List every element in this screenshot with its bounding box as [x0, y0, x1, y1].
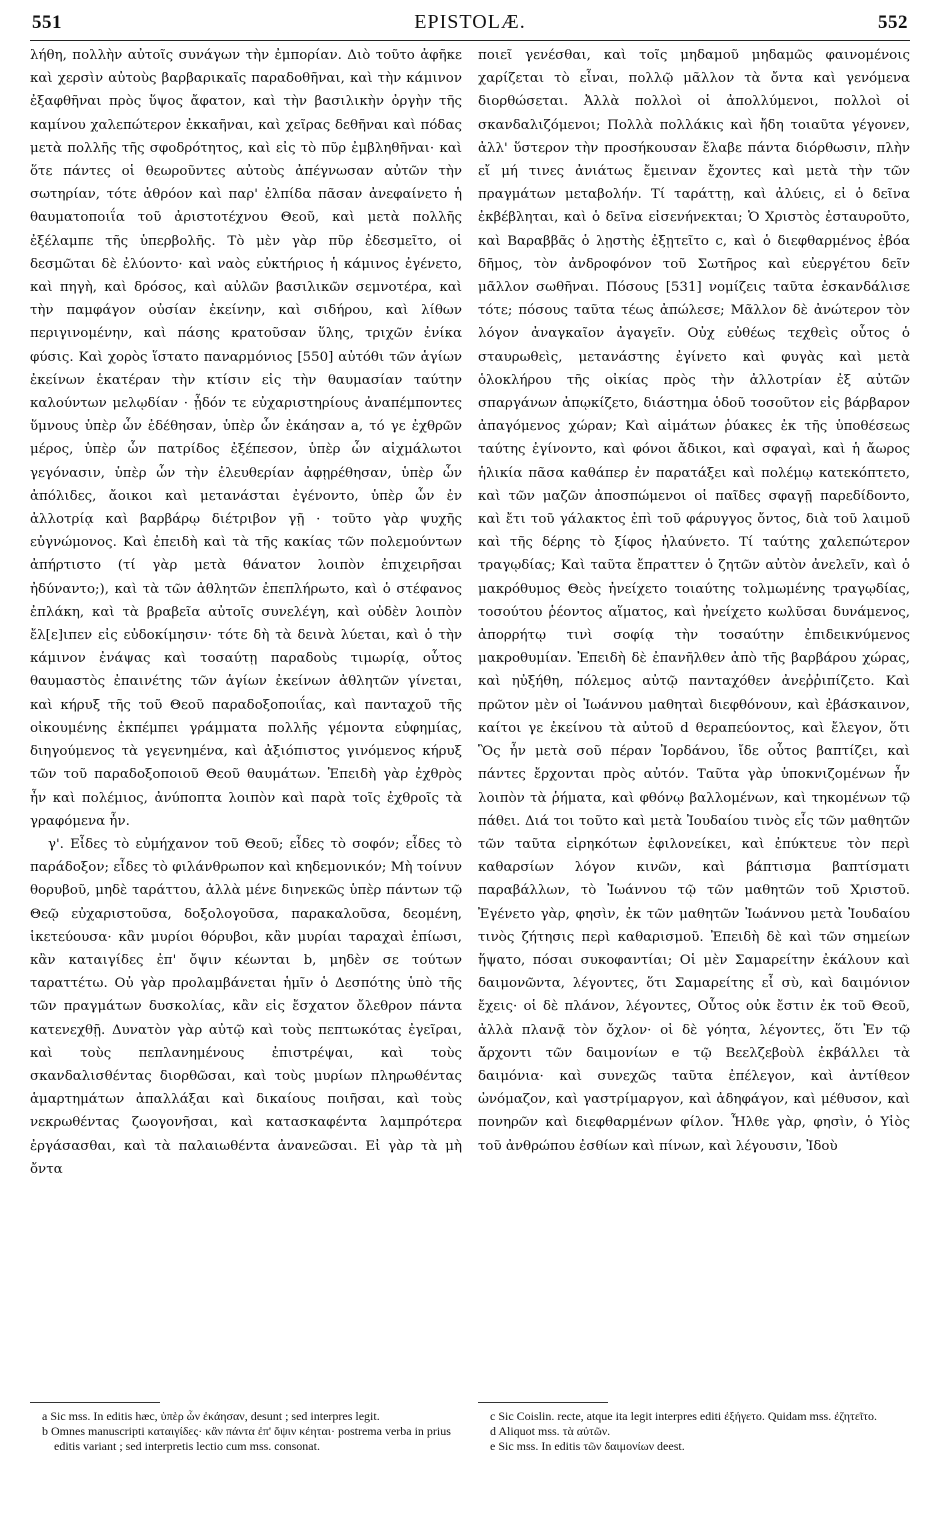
footnote-rule [30, 1402, 160, 1403]
footnotes-left [30, 1402, 462, 1454]
page-header [30, 6, 910, 41]
page-number-right: 552 [878, 12, 908, 33]
footnote: b Omnes manuscripti καταιγίδες· κἂν πάντα ἐπ' ὄψιν κέηται· postrema verba in prius editis variant ; sed interpretis lectio cum mss. consonat. [42, 1424, 451, 1453]
paragraph: γ'. Εἶδες τὸ εὐμήχανον τοῦ Θεοῦ; εἶδες τὸ σοφόν; εἶδες τὸ παράδοξον; εἶδες τὸ φιλάνθρωπον καὶ κηδεμονικόν; Μὴ τοίνυν θορυβοῦ, μηδὲ ταράττου, ἀλλὰ μένε διηνεκῶς ὑπὲρ πάντων τῷ Θεῷ εὐχαριστοῦσα, δοξολογοῦσα, παρακαλοῦσα, δεομένη, ἱκετεύουσα· κἂν μυρίοι θόρυβοι, κἂν μυρίαι ταραχαὶ ἐπίωσι, κἂν καταιγίδες ἐπ' ὄψιν κέωνται b, μηδὲν σε τούτων ταραττέτω. Οὐ γὰρ προλαμβάνεται ἡμῖν ὁ Δεσπότης ὑπὸ τῆς τῶν πραγμάτων δυσκολίας, κἂν εἰς ἔσχατον ὄλεθρον πάντα κατενεχθῇ. Δυνατὸν γὰρ αὐτῷ καὶ τοὺς πεπτωκότας ἐγεῖραι, καὶ τοὺς πεπλανημένους ἐπιστρέψαι, καὶ τοὺς σκανδαλισθέντας διορθῶσαι, καὶ τοὺς μυρίων πληρωθέντας ἁμαρτημάτων ἀπαλλάξαι καὶ δικαίους ποιῆσαι, καὶ τοὺς νεκρωθέντας ζωογονῆσαι, καὶ κατασκαφέντα λαμπρότερα ἐργάσασθαι, καὶ τὰ παλαιωθέντα ἀνανεῶσαι. Εἰ γὰρ τὰ μὴ ὄντα [30, 836, 462, 1177]
footnote: d Aliquot mss. τὰ αὐτῶν. [490, 1424, 611, 1438]
left-text-column [30, 44, 462, 1181]
footnote: e Sic mss. In editis τῶν δαιμονίων deest. [490, 1439, 685, 1453]
running-title: EPISTOLÆ. [414, 11, 526, 33]
footnote: a Sic mss. In editis hæc, ὑπὲρ ὧν ἐκάησαν, desunt ; sed interpres legit. [42, 1409, 380, 1423]
page-number-left: 551 [32, 12, 62, 33]
footnote: c Sic Coislin. recte, atque ita legit interpres editi ἐξήγετο. Quidam mss. ἐζητεῖτο. [490, 1409, 877, 1423]
right-text-column [478, 44, 910, 1158]
footnotes-right [478, 1402, 910, 1454]
paragraph: ποιεῖ γενέσθαι, καὶ τοῖς μηδαμοῦ μηδαμῶς φαινομένοις χαρίζεται τὸ εἶναι, πολλῷ μᾶλλον τὰ ὄντα καὶ γενόμενα διορθώσεται. Ἀλλὰ πολλοὶ οἱ ἀπολλύμενοι, πολλοὶ οἱ σκανδαλιζόμενοι; Πολλὰ πολλάκις καὶ ἤδη τοιαῦτα γέγονεν, ἀλλ' ὕστερον τὴν προσήκουσαν ἔλαβε πάντα διόρθωσιν, πλὴν εἴ μή τινες ἀνιάτως ἔμειναν ἔχοντες καὶ μετὰ τὴν τῶν πραγμάτων μεταβολήν. Τί ταράττῃ, καὶ ἀλύεις, εἰ ὁ δεῖνα ἐκβέβληται, καὶ ὁ δεῖνα εἰσενήνεκται; Ὁ Χριστὸς ἐσταυροῦτο, καὶ Βαραββᾶς ὁ λῃστὴς ἐξῃτεῖτο c, καὶ ὁ διεφθαρμένος ἐβόα δῆμος, τὸν ἀνδροφόνον τοῦ Σωτῆρος καὶ εὐεργέτου δεῖν μᾶλλον σωθῆναι. Πόσους [531] νομίζεις ταῦτα ἐσκανδάλισε τότε; πόσους ταῦτα τέως ἀπώλεσε; Μᾶλλον δὲ ἀνώτερον τὸν λόγον ἀναγκαῖον ἀγαγεῖν. Οὐχ εὐθέως τεχθεὶς οὗτος ὁ σταυρωθεὶς, μετανάστης ἐγίνετο καὶ φυγὰς καὶ μετὰ ὁλοκλήρου τῆς οἰκίας πρὸς τὴν ἀλλοτρίαν ἐξ αὐτῶν σπαργάνων ἀπῳκίζετο, διάστημα ὁδοῦ τοσοῦτον εἰς βάρβαρον ἀπαγόμενος χώραν; Καὶ αἱμάτων ῥύακες ἐκ τῆς ὑποθέσεως ταύτης ἐγίνοντο, καὶ φόνοι ἄδικοι, καὶ σφαγαὶ, καὶ ἡ ἄωρος ἡλικία πᾶσα καθάπερ ἐν παρατάξει καὶ πολέμῳ κατεκόπτετο, καὶ τῶν μαζῶν ἀποσπώμενοι οἱ παῖδες σφαγῇ παρεδίδοντο, καὶ ἔτι τοῦ γάλακτος ἐπὶ τοῦ φάρυγγος ὄντος, διὰ τοῦ λαιμοῦ καὶ τῆς δέρης τὸ ξίφος ἠλαύνετο. Τί ταύτης χαλεπώτερον τραγῳδίας; Καὶ ταῦτα ἔπραττεν ὁ ζητῶν αὐτὸν ἀνελεῖν, καὶ ὁ μακρόθυμος Θεὸς ἠνείχετο τοιαύτης τολμωμένης τραγῳδίας, τοσούτου ῥέοντος αἵματος, καὶ ἠνείχετο κωλῦσαι δυνάμενος, ἀπορρήτῳ τινὶ σοφίᾳ τὴν τοσαύτην ἐπιδεικνύμενος μακροθυμίαν. Ἐπειδὴ δὲ ἐπανῆλθεν ἀπὸ τῆς βαρβάρου χώρας, καὶ ηὐξήθη, πόλεμος αὐτῷ πανταχόθεν ἀνεῤῥιπίζετο. Καὶ πρῶτον μὲν οἱ Ἰωάννου μαθηταὶ διεφθόνουν, καὶ ἐβάσκαινον, καίτοι γε ἐκείνου τὰ αὐτοῦ d θεραπεύοντος, καὶ ἔλεγον, ὅτι Ὃς ἦν μετὰ σοῦ πέραν Ἰορδάνου, ἴδε οὗτος βαπτίζει, καὶ πάντες ἔρχονται πρὸς αὐτόν. Ταῦτα γὰρ ὑποκνιζομένων ἦν λοιπὸν τὰ ῥήματα, καὶ φθόνῳ βαλλομένων, καὶ τηκομένων τῷ πάθει. Διά τοι τοῦτο καὶ μετὰ Ἰουδαίου τινὸς εἷς τῶν μαθητῶν τῶν ταῦτα εἰρηκότων ἐφιλονείκει, καὶ ἐπύκτευε τὸν περὶ καθαρσίων λόγον κινῶν, καὶ βάπτισμα βαπτίσματι παραβάλλων, τὸ Ἰωάννου τῷ τῶν μαθητῶν τοῦ Χριστοῦ. Ἐγένετο γὰρ, φησὶν, ἐκ τῶν μαθητῶν Ἰωάννου μετὰ Ἰουδαίου τινὸς ζήτησις περὶ καθαρισμοῦ. Ἐπειδὴ δὲ καὶ τῶν σημείων ἥψατο, πόσαι συκοφαντίαι; Οἱ μὲν Σαμαρείτην ἐκάλουν καὶ δαιμονῶντα, λέγοντες, ὅτι Σαμαρείτης εἶ σὺ, καὶ δαιμόνιον ἔχεις· οἱ δὲ πλάνον, λέγοντες, Οὗτος οὐκ ἔστιν ἐκ τοῦ Θεοῦ, ἀλλὰ πλανᾷ τὸν ὄχλον· οἱ δὲ γόητα, λέγοντες, ὅτι Ἐν τῷ ἄρχοντι τῶν δαιμονίων e τῷ Βεελζεβοὺλ ἐκβάλλει τὰ δαιμόνια· καὶ συνεχῶς ταῦτα ἐπέλεγον, καὶ ἀντίθεον ὠνόμαζον, καὶ γαστρίμαργον, καὶ ἀδηφάγον, καὶ μέθυσον, καὶ πονηρῶν καὶ διεφθαρμένων φίλον. Ἦλθε γὰρ, φησὶν, ὁ Υἱὸς τοῦ ἀνθρώπου ἐσθίων καὶ πίνων, καὶ λέγουσιν, Ἰδοὺ [478, 48, 910, 1154]
paragraph: λήθη, πολλὴν αὐτοῖς συνάγων τὴν ἐμπορίαν. Διὸ τοῦτο ἀφῆκε καὶ χερσὶν αὐτοὺς βαρβαρικαῖς παραδοθῆναι, καὶ τὴν κάμινον ἐξαφθῆναι πρὸς ὕψος ἄφατον, καὶ τὴν βασιλικὴν ὀργὴν τῆς καμίνου χαλεπώτερον ἐκκαῆναι, καὶ χεῖρας δεθῆναι καὶ πόδας μετὰ πολλῆς τῆς σφοδρότητος, καὶ εἰς τὸ πῦρ ἐμβληθῆναι· καὶ ὅτε πάντες οἱ θεωροῦντες αὐτοὺς ἀπέγνωσαν αὐτῶν τὴν σωτηρίαν, τότε ἀθρόον καὶ παρ' ἐλπίδα πᾶσαν ἀνεφαίνετο ἡ θαυματοποιΐα τοῦ ἀριστοτέχνου Θεοῦ, καὶ μετὰ πολλῆς ἐξέλαμπε τῆς ὑπερβολῆς. Τὸ μὲν γὰρ πῦρ ἐδεσμεῖτο, οἱ δεσμῶται δὲ ἐλύοντο· καὶ ναὸς εὐκτήριος ἡ κάμινος ἐγένετο, καὶ πηγὴ, καὶ δρόσος, καὶ αὐλῶν βασιλικῶν σεμνοτέρα, καὶ τὴν παμφάγον οὐσίαν ἐκείνην, καὶ σιδήρου, καὶ λίθων περιγινομένην, καὶ πάσης κρατοῦσαν ὕλης, τριχῶν ἐνίκα φύσις. Καὶ χορὸς ἵστατο παναρμόνιος [550] αὐτόθι τῶν ἁγίων ἐκείνων ἑκατέραν τὴν κτίσιν εἰς τὴν θαυμασίαν ταύτην καλούντων μελῳδίαν · ᾖδόν τε εὐχαριστηρίους ἀναπέμποντες ὕμνους ὑπὲρ ὧν ἐδέθησαν, ὑπὲρ ὧν ἐκάησαν a, τό γε ἐχθρῶν μέρος, ὑπὲρ ὧν πατρίδος ἐξέπεσον, ὑπὲρ ὧν αἰχμάλωτοι γεγόνασιν, ὑπὲρ ὧν τὴν ἐλευθερίαν ἀφῃρέθησαν, ὑπὲρ ὧν ἀπόλιδες, ἄοικοι καὶ μετανάσται ἐγένοντο, ὑπὲρ ὧν ἐν ἀλλοτρίᾳ καὶ βαρβάρῳ διέτριβον γῇ · τοῦτο γὰρ ψυχῆς εὐγνώμονος. Καὶ ἐπειδὴ καὶ τὰ τῆς κακίας τῶν πολεμούντων ἀπήρτιστο (τί γὰρ μετὰ θάνατον λοιπὸν ἐπιχειρῆσαι ἠδύναντο;), καὶ τὰ τῶν ἀθλητῶν ἐπεπλήρωτο, καὶ ὁ στέφανος ἐπλάκη, καὶ τὰ βραβεῖα αὐτοῖς συνελέγη, καὶ οὐδὲν λοιπὸν ἔλ[ε]ιπεν εἰς εὐδοκίμησιν· τότε δὴ τὰ δεινὰ λύεται, καὶ ὁ τὴν κάμινον ἐνάψας καὶ τοσαύτῃ παραδοὺς τιμωρίᾳ, οὗτος θαυμαστὸς ἐπαινέτης τῶν ἁγίων ἐκείνων ἀθλητῶν γίνεται, καὶ κήρυξ τῆς τοῦ Θεοῦ παραδοξοποιΐας, καὶ πανταχοῦ τῆς οἰκουμένης ἐκπέμπει γράμματα πολλῆς γέμοντα εὐφημίας, διηγούμενος τὰ γεγενημένα, καὶ ἀξιόπιστος γινόμενος κήρυξ τῶν τοῦ παραδοξοποιοῦ Θεοῦ θαυμάτων. Ἐπειδὴ γὰρ ἐχθρὸς ἦν καὶ πολέμιος, ἀνύποπτα λοιπὸν καὶ παρὰ τοῖς ἐχθροῖς τὰ γραφόμενα ἦν. [30, 48, 462, 829]
footnote-rule [478, 1402, 608, 1403]
